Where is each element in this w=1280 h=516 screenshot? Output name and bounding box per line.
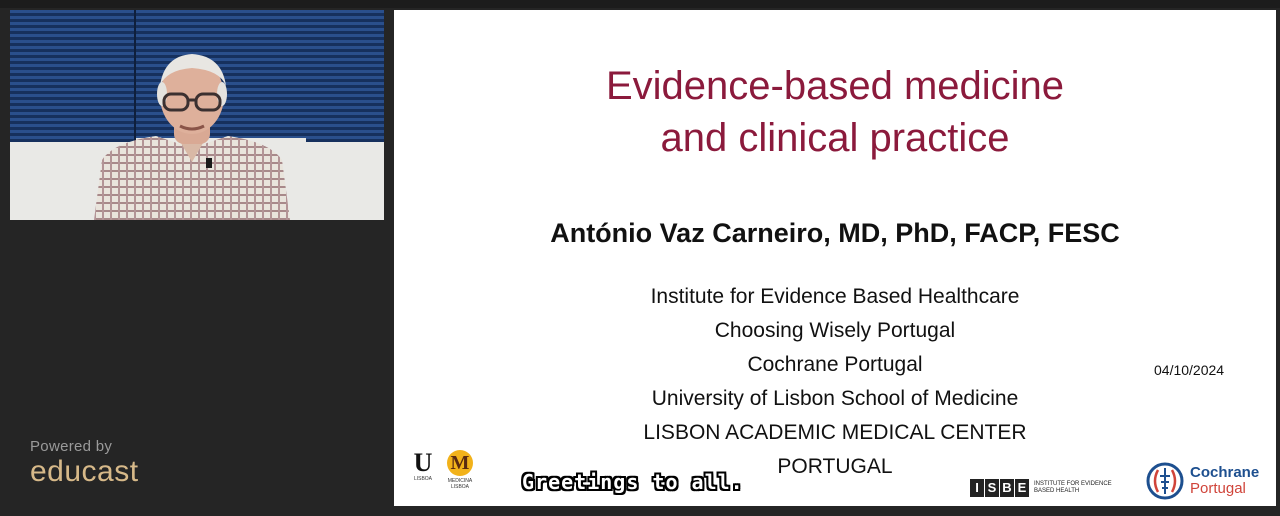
medicina-logo-letter: M bbox=[447, 450, 473, 476]
acoustic-panel bbox=[306, 10, 384, 142]
isbe-letter: I bbox=[970, 479, 984, 497]
affiliation-line: Choosing Wisely Portugal bbox=[714, 319, 956, 342]
ulisboa-logo bbox=[410, 450, 436, 496]
isbe-logo-text: INSTITUTE FOR EVIDENCE BASED HEALTH bbox=[1034, 481, 1112, 494]
affiliation-line: Institute for Evidence Based Healthcare bbox=[650, 285, 1020, 308]
medicina-lisboa-logo bbox=[444, 450, 476, 496]
cochrane-logo-country: Portugal bbox=[1190, 480, 1246, 497]
speaker-figure bbox=[94, 50, 290, 220]
slide-date: 04/10/2024 bbox=[1154, 362, 1225, 378]
affiliation-line: PORTUGAL bbox=[777, 455, 893, 478]
isbe-letter: B bbox=[1000, 479, 1014, 497]
top-bar bbox=[0, 0, 1280, 8]
medicina-logo-text: MEDICINA LISBOA bbox=[447, 478, 473, 490]
slide-affiliations bbox=[394, 280, 1276, 484]
cochrane-logo-name: Cochrane bbox=[1190, 464, 1260, 481]
speaker-video[interactable] bbox=[10, 10, 384, 220]
cochrane-logo bbox=[1146, 462, 1259, 500]
powered-by-label: Powered by bbox=[30, 438, 113, 455]
presentation-slide[interactable] bbox=[394, 10, 1276, 506]
affiliation-line: LISBON ACADEMIC MEDICAL CENTER bbox=[643, 421, 1027, 444]
isbe-letter: S bbox=[985, 479, 999, 497]
affiliation-line: Cochrane Portugal bbox=[747, 353, 923, 376]
isbe-logo bbox=[970, 478, 1122, 498]
slide-author: António Vaz Carneiro, MD, PhD, FACP, FESC bbox=[550, 218, 1120, 248]
video-subtitle: Greetings to all. bbox=[522, 470, 744, 494]
educast-logo: educast bbox=[30, 455, 139, 488]
affiliation-line: University of Lisbon School of Medicine bbox=[651, 387, 1019, 410]
cochrane-emblem-icon bbox=[1146, 462, 1184, 500]
isbe-letter: E bbox=[1015, 479, 1029, 497]
slide-title-line: Evidence-based medicine bbox=[605, 64, 1065, 108]
slide-title-line: and clinical practice bbox=[660, 116, 1010, 160]
slide-title bbox=[394, 60, 1276, 164]
ulisboa-logo-text: LISBOA bbox=[413, 476, 433, 482]
ulisboa-logo-letter: U bbox=[413, 448, 433, 477]
